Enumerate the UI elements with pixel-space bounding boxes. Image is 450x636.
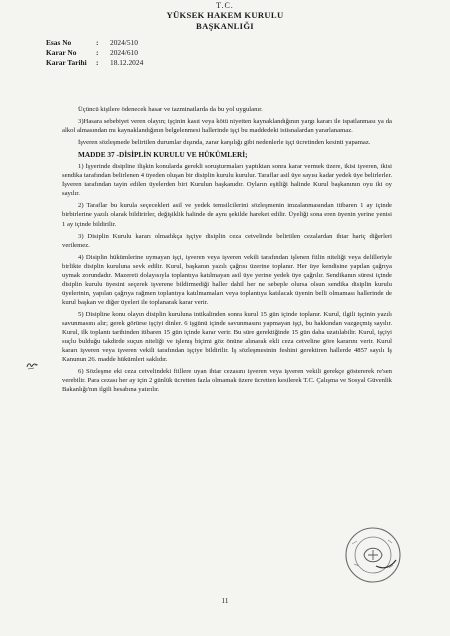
header-country: T.C. xyxy=(216,1,234,10)
article-item: 6) Sözleşme eki ceza cetvelindeki fiillere uyan ihtar cezasını işveren veya işveren vekili gerekçe göstererek re'sen verebilir. Para cezası her ay için 2 günlük ücretten fazla olmamak üzere ücretten kesilerek T.C. Çalışma ve Sosyal Güvenlik Bakanlığı'nın ilgili hesabına yatırılır. xyxy=(62,368,392,394)
meta-label: Karar No xyxy=(46,48,77,57)
article-item: 5) Disipline konu olayın disiplin kuruluna intikalinden sonra kurul 15 gün içinde toplanır. Kurul, ilgili işçinin yazılı savunmasını alır; gerek görürse işçiyi dinler. 6 işgünü içinde savunmasını yapmayan işçi, bu hakkından vazgeçmiş sayılır. Kurul, ilk toplantı tarihinden itibaren 15 gün içinde karar verir. Bu süre gerektiğinde 15 gün daha uzatılabilir. Kurul, işçiyi suçlu bulduğu takdirde suçun niteliği ve işlenış biçimi göz önüne alınarak ekli ceza cetveline göre kararını verir. Kurul kararı işveren veya işveren vekili tarafından işçiye bildirilir. İş sözleşmesinin feshini gerektiren hallerde 4857 sayılı İş Kanunun 26. madde hükümleri saklıdır. xyxy=(62,310,392,364)
meta-separator: : xyxy=(96,38,99,47)
article-item: 1) İşyerinde disipline ilişkin konularda gerekli soruşturmaları yaptıktan sonra karar vermek üzere, ikisi işveren, ikisi sendika tarafından belirlenen 4 üyeden oluşan bir disiplin kurulu kurulur. Taraflar asil üye sayısı kadar yedek üye belirlerler. İşveren tarafından tayin edilen üyelerden biri Kurulun başkanıdır. Oyların eşitliği halinde Kurul başkanının oyu iki oy sayılır. xyxy=(62,163,392,198)
official-seal-stamp xyxy=(344,526,402,584)
paragraph: 3)Hasara sebebiyet veren olayın; işçinin kasıt veya kötü niyetten kaynaklandığının yargı kararı ile ispatlanması ya da alkol almasından mı kaynaklandığının belgelenmesi hallerinde işçi bu maddedeki istisnalardan yararlanamaz. xyxy=(62,118,392,135)
margin-initials-mark xyxy=(26,360,38,370)
article-title: MADDE 37 -DİSİPLİN KURULU VE HÜKÜMLERİ; xyxy=(78,150,248,160)
article-item: 2) Taraflar bu kurula seçecekleri asil ve yedek temsilcilerini sözleşmenin imzalanmasından itibaren 1 ay içinde birbirlerine yazılı olarak bildirirler, değişiklik halinde de aynı şekilde hareket edilir. Üyeliği sona eren üyenin yerine yenisi 1 ay içinde bildirilir. xyxy=(62,202,392,228)
header-institution: YÜKSEK HAKEM KURULU xyxy=(166,10,284,20)
meta-separator: : xyxy=(96,58,99,67)
article-item: 3) Disiplin Kurulu kararı olmadıkça işçiye disiplin ceza cetvelinde belirtilen cezalardan ihtar hariç diğerleri verilemez. xyxy=(62,232,392,249)
paragraph: İşveren sözleşmede belirtilen durumlar dışında, zarar karşılığı gibi nedenlerle işçi ücretinden kesinti yapamaz. xyxy=(78,139,371,147)
article-item: 4) Disiplin hükümlerine uymayan işçi, işveren veya işveren vekili tarafından işlenen fiilin niteliği veya delilleriyle birlikte disiplin kuruluna sevk edilir. Kurul, başkanın yazılı çağrısı üzerine toplanır. Her üye kendisine yapılan çağrıya uymak zorundadır. Mazereti dolayısıyla toplantıya katılmayan asil üye yerine yedek üye çağrılır. Sendikanın süresi içinde disiplin kurulu üyesini seçerek işverene bildirmediği haller dahil her ne sebeple olursa olsun sendika disiplin kurulu üyelerinin, yapılan çağrıya rağmen toplantıya katılmamaları veya toplantıya katılacak üyenin belli olmaması hallerinde de kurul başkan ve diğer üyeleri ile toplanarak karar verir. xyxy=(62,253,392,306)
page-number: 11 xyxy=(221,597,229,605)
meta-value: 2024/510 xyxy=(110,38,138,47)
meta-value: 18.12.2024 xyxy=(110,58,144,67)
header-department: BAŞKANLIĞI xyxy=(196,21,254,31)
document-body xyxy=(62,105,392,397)
meta-label: Esas No xyxy=(46,38,72,47)
paragraph: Üçüncü kişilere ödenecek hasar ve tazminatlarda da bu yol uygulanır. xyxy=(78,106,263,113)
meta-separator: : xyxy=(96,48,99,57)
meta-value: 2024/610 xyxy=(110,48,138,57)
meta-label: Karar Tarihi xyxy=(46,58,87,67)
